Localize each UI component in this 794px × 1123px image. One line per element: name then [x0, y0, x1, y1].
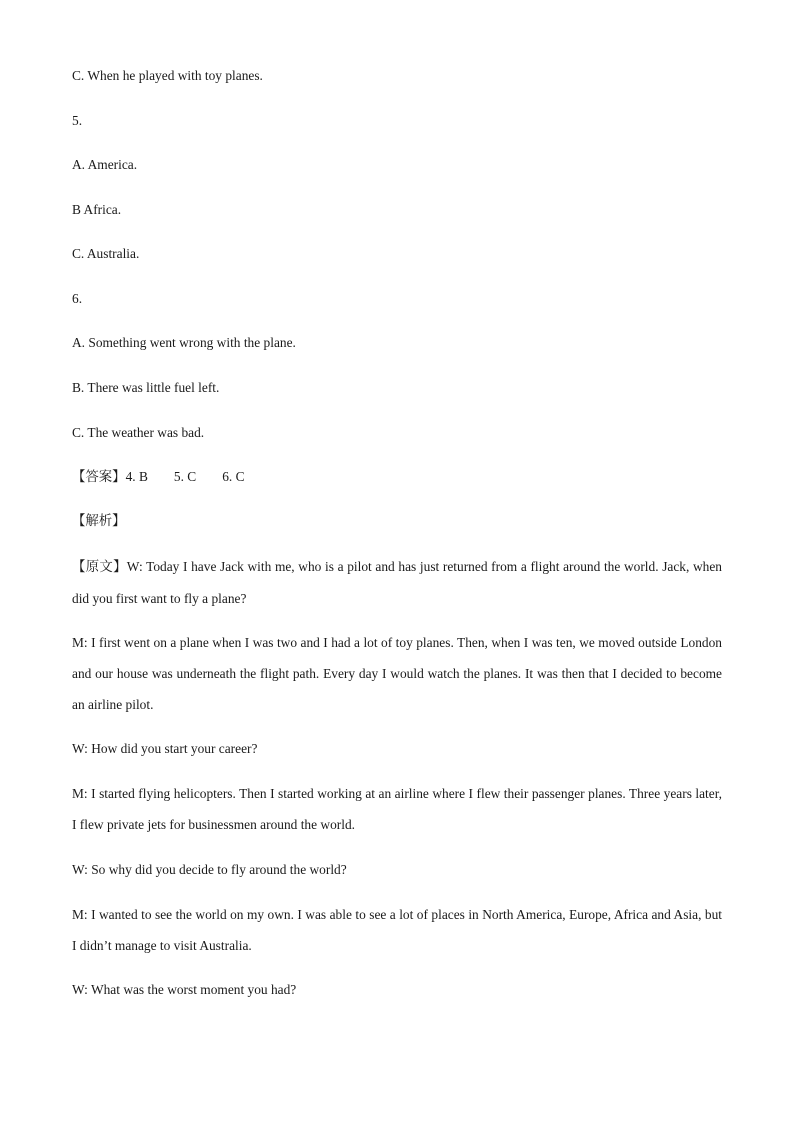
answer-5: 5. C [173, 469, 197, 484]
transcript-paragraph-2: M: I first went on a plane when I was two and I had a lot of toy planes. Then, when I was ten, we moved outside London and our house was underneath the flight path. Every day I would watch the planes. It was then that I decided to become an airline pilot. [72, 635, 722, 712]
q5-number: 5. [72, 113, 83, 128]
answer-4: 4. B [125, 469, 148, 484]
q4-option-c: C. When he played with toy planes. [72, 68, 263, 83]
transcript-paragraph-7: W: What was the worst moment you had? [72, 982, 297, 997]
transcript-paragraph-4: M: I started flying helicopters. Then I started working at an airline where I flew their passenger planes. Three years later, I flew private jets for businessmen around the world. [72, 786, 722, 832]
answer-line [72, 469, 245, 486]
q5-option-a: A. America. [72, 157, 138, 172]
q5-option-b: B Africa. [72, 202, 122, 217]
transcript-label: 【原文】 [72, 560, 127, 575]
q6-option-c: C. The weather was bad. [72, 425, 205, 440]
q6-option-a: A. Something went wrong with the plane. [72, 335, 296, 350]
analysis-label: 【解析】 [72, 514, 126, 529]
q6-number: 6. [72, 291, 83, 306]
transcript-paragraph-3: W: How did you start your career? [72, 741, 258, 756]
transcript-paragraph-5: W: So why did you decide to fly around the world? [72, 862, 347, 877]
answer-6: 6. C [222, 469, 245, 484]
transcript-text-1: W: Today I have Jack with me, who is a pilot and has just returned from a flight around the world. Jack, when did you first want to fly a plane? [72, 559, 723, 606]
answer-label: 【答案】 [72, 470, 126, 485]
q6-option-b: B. There was little fuel left. [72, 380, 220, 395]
transcript-paragraph-1 [72, 551, 722, 614]
transcript-paragraph-6: M: I wanted to see the world on my own. I was able to see a lot of places in North America, Europe, Africa and Asia, but I didn’t manage to visit Australia. [72, 907, 722, 953]
q5-option-c: C. Australia. [72, 246, 140, 261]
